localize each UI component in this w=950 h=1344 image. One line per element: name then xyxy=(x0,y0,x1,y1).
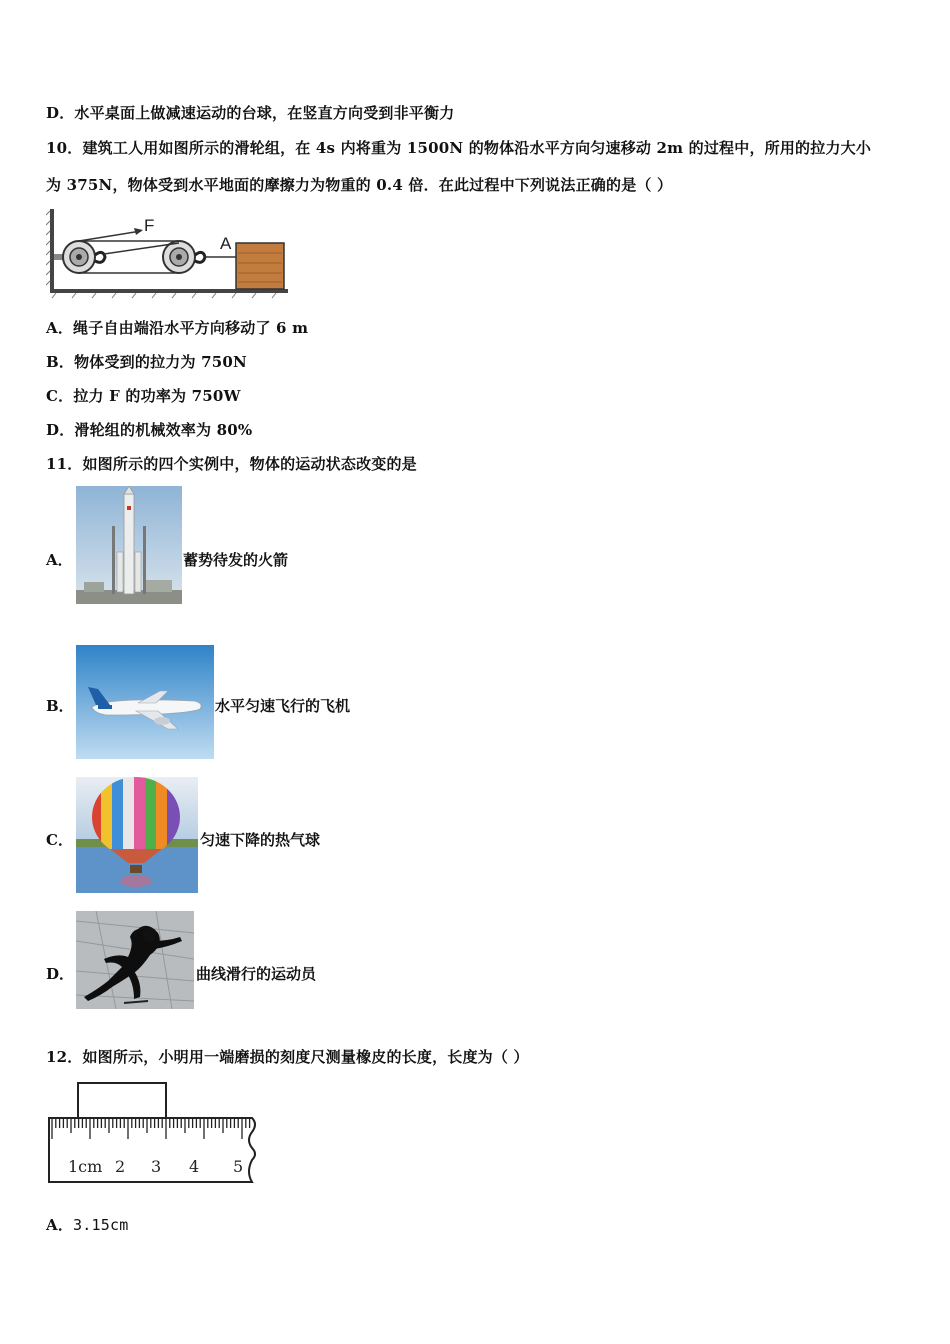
skater-photo xyxy=(76,911,194,1009)
q12-option-a xyxy=(46,1214,128,1235)
rocket-photo xyxy=(76,486,182,604)
q11-option-d-label: D． xyxy=(46,965,75,983)
q11-option-d-text: 曲线滑行的运动员 xyxy=(196,965,317,983)
q11-option-b-label: B． xyxy=(46,697,74,715)
ruler-label-5: 5 xyxy=(233,1157,244,1176)
eraser xyxy=(78,1083,166,1119)
pull-rope xyxy=(79,231,141,241)
q10-option-c: C．拉力 F 的功率为 750W xyxy=(46,387,241,405)
q10-stem-line2: 为 375N，物体受到水平地面的摩擦力为物重的 0.4 倍．在此过程中下列说法正确的是（ ） xyxy=(46,176,673,194)
force-label: F xyxy=(144,216,155,235)
fixed-hook xyxy=(95,252,105,262)
q12-option-a-value: 3.15cm xyxy=(73,1216,129,1234)
ruler-label-4: 4 xyxy=(189,1157,200,1176)
ruler-label-1cm: 1cm xyxy=(68,1157,103,1176)
prev-option-d: D．水平桌面上做减速运动的台球，在竖直方向受到非平衡力 xyxy=(46,104,455,122)
q12-option-a-label: A． xyxy=(46,1216,74,1234)
ruler-figure xyxy=(46,1080,262,1186)
wall xyxy=(50,209,54,293)
pulley-figure xyxy=(46,207,290,299)
q10-option-d: D．滑轮组的机械效率为 80% xyxy=(46,421,253,439)
movable-hook xyxy=(195,252,205,262)
q11-option-b-text: 水平匀速飞行的飞机 xyxy=(215,697,351,715)
airplane-photo xyxy=(76,645,214,759)
q10-option-b: B．物体受到的拉力为 750N xyxy=(46,353,247,371)
q11-option-a-label: A． xyxy=(46,551,73,569)
point-a-label: A xyxy=(220,234,232,253)
q11-option-a-text: 蓄势待发的火箭 xyxy=(183,551,289,569)
ruler-label-3: 3 xyxy=(151,1157,162,1176)
q12-stem: 12．如图所示，小明用一端磨损的刻度尺测量橡皮的长度，长度为（ ） xyxy=(46,1048,529,1066)
q10-stem-line1: 10．建筑工人用如图所示的滑轮组，在 4s 内将重为 1500N 的物体沿水平方向匀速移动 2m 的过程中，所用的拉力大小 xyxy=(46,139,872,157)
q10-option-a: A．绳子自由端沿水平方向移动了 6 m xyxy=(46,319,309,337)
balloon-photo xyxy=(76,777,198,893)
force-arrow xyxy=(134,228,143,235)
q11-option-c-label: C． xyxy=(46,831,73,849)
q11-option-c-text: 匀速下降的热气球 xyxy=(200,831,321,849)
ruler-label-2: 2 xyxy=(115,1157,126,1176)
q11-stem: 11．如图所示的四个实例中，物体的运动状态改变的是 xyxy=(46,455,417,473)
